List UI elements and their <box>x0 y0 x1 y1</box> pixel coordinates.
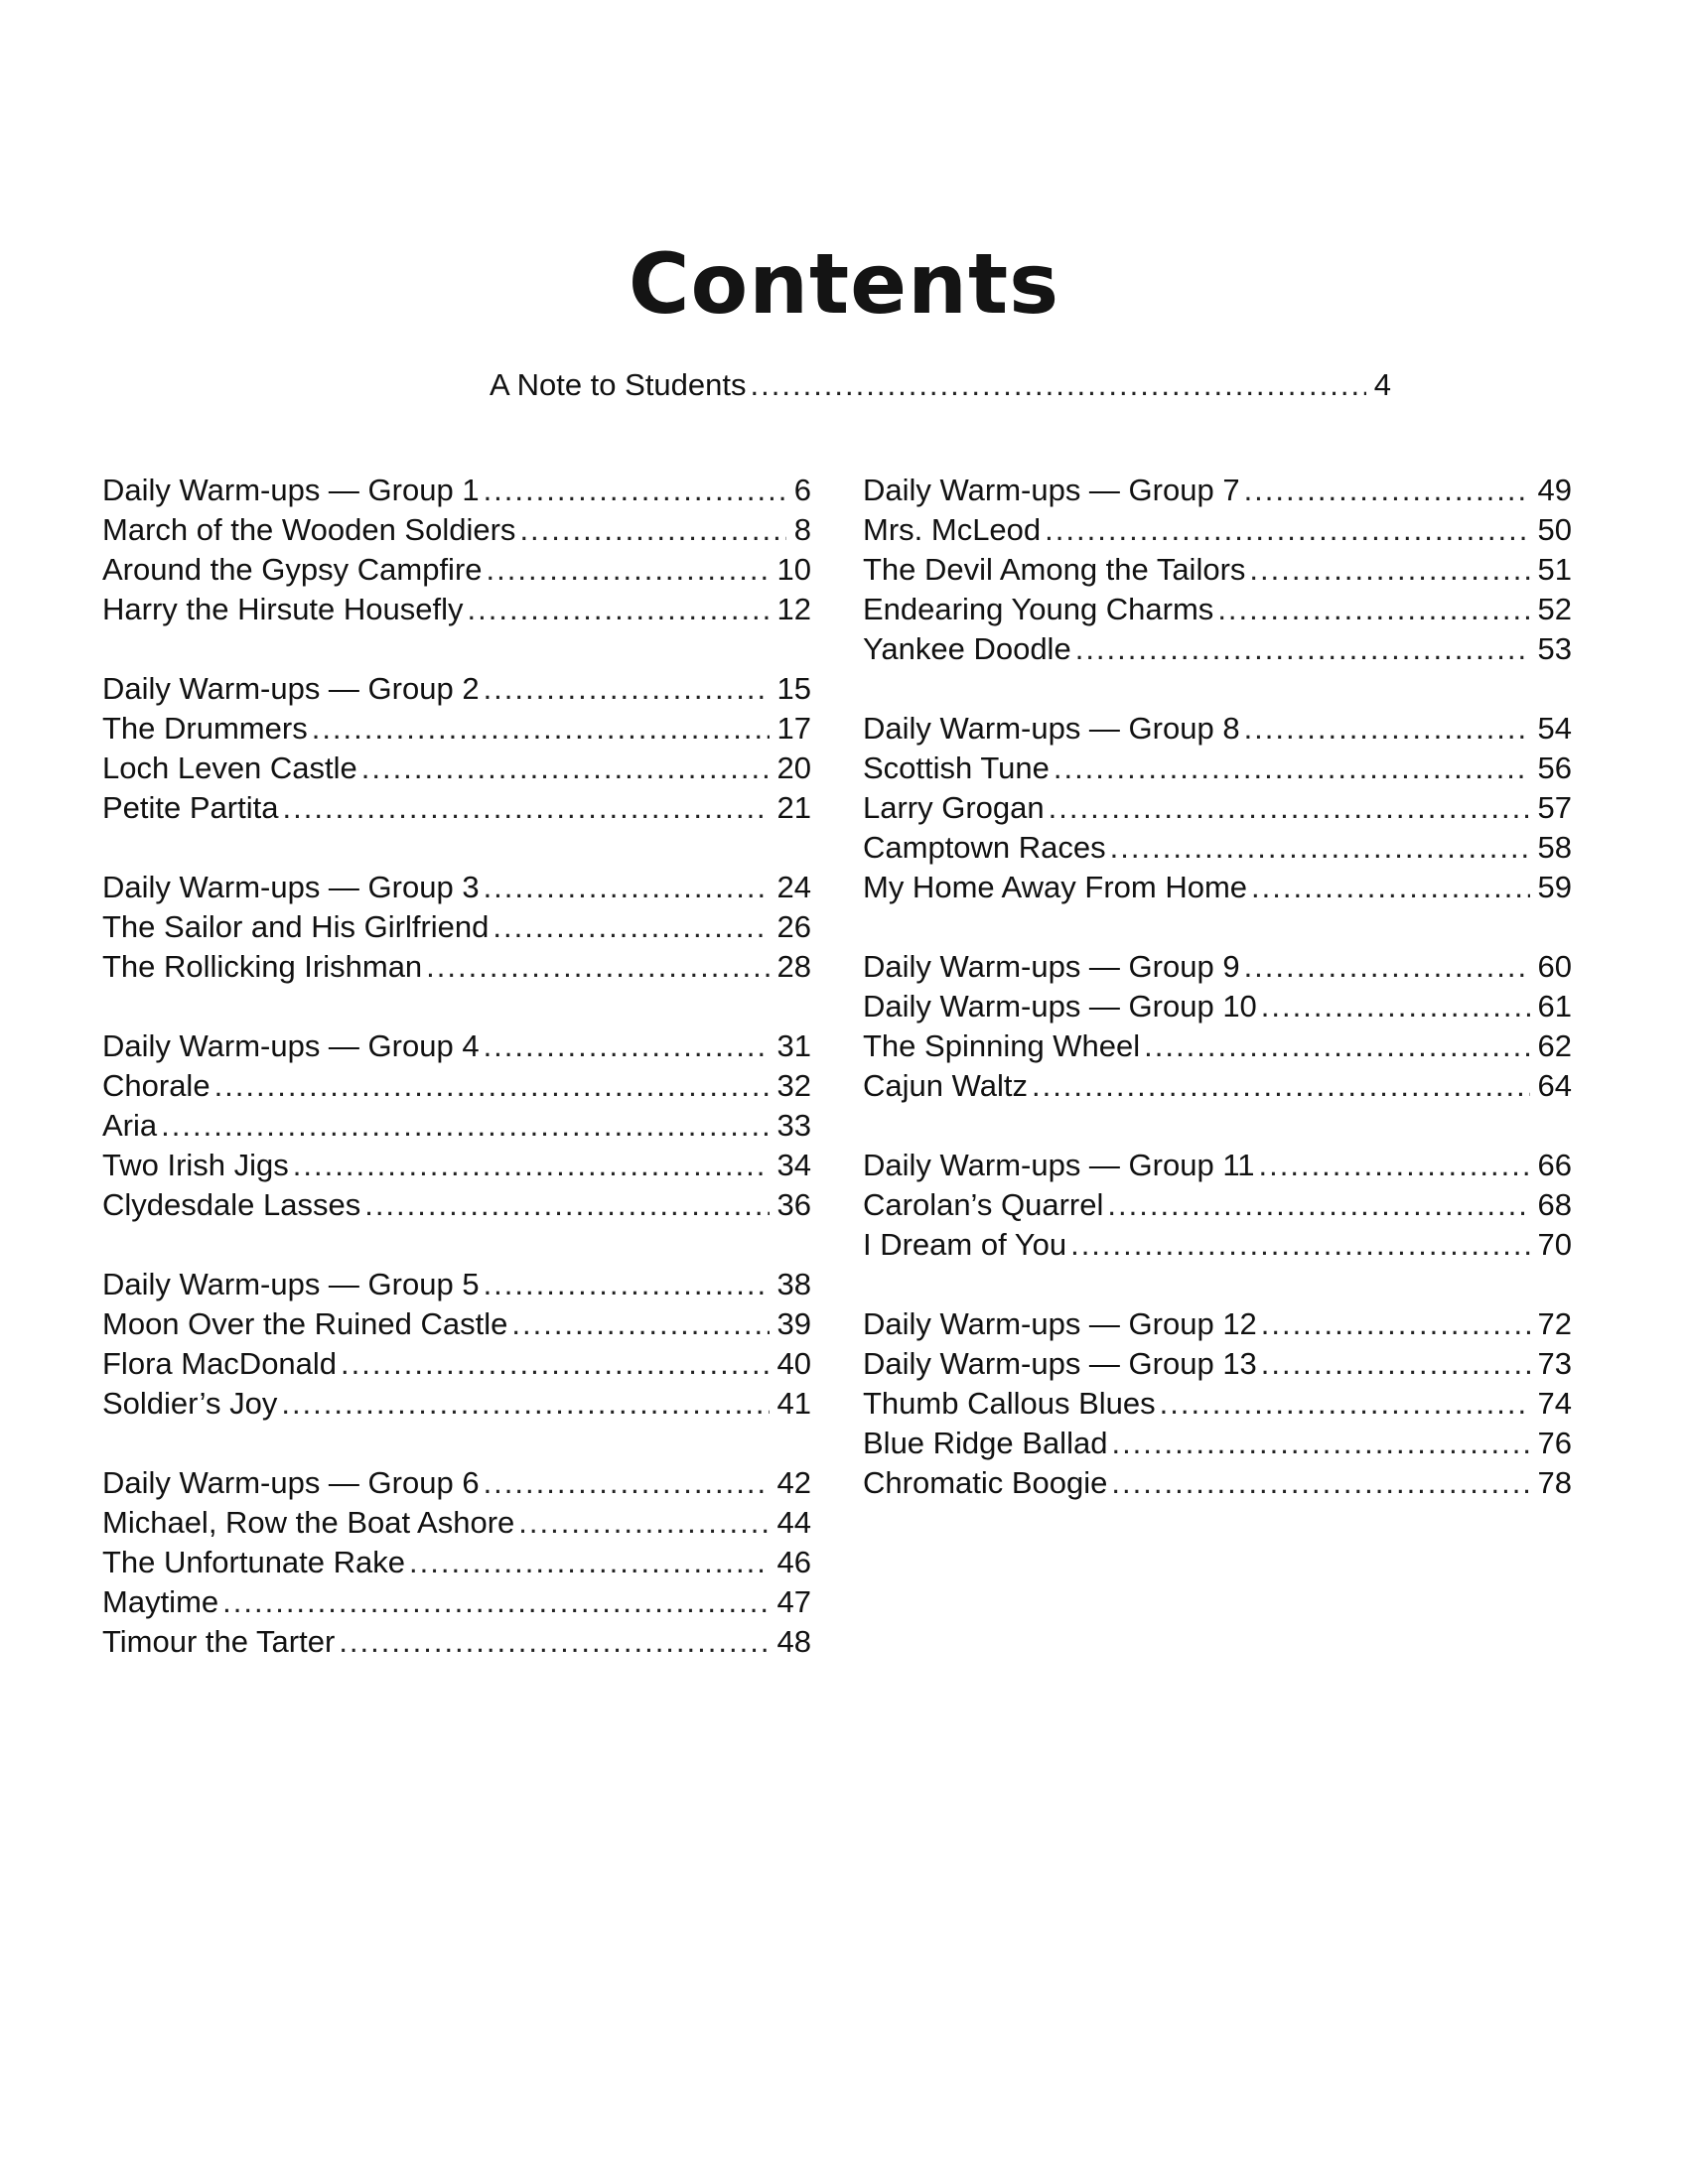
toc-entry[interactable] <box>102 1185 811 1225</box>
toc-entry-page: 8 <box>793 512 811 547</box>
toc-entry-page: 12 <box>776 592 811 626</box>
toc-entry-page: 59 <box>1537 870 1572 904</box>
toc-entry-title: The Devil Among the Tailors <box>863 552 1246 587</box>
toc-entry-page: 53 <box>1537 631 1572 666</box>
toc-entry[interactable] <box>102 1265 811 1304</box>
toc-entry-title: Around the Gypsy Campfire <box>102 552 483 587</box>
toc-entry-title: The Sailor and His Girlfriend <box>102 909 490 944</box>
toc-entry-page: 32 <box>776 1068 811 1103</box>
toc-entry-title: Daily Warm-ups — Group 7 <box>863 473 1240 507</box>
toc-entry[interactable] <box>863 987 1572 1026</box>
dot-leader <box>364 1185 769 1225</box>
toc-entry[interactable] <box>102 907 811 947</box>
toc-entry[interactable] <box>102 1106 811 1146</box>
toc-entry-title: Daily Warm-ups — Group 8 <box>863 711 1240 746</box>
toc-entry[interactable] <box>863 788 1572 828</box>
toc-entry[interactable] <box>102 788 811 828</box>
toc-entry-page: 57 <box>1537 790 1572 825</box>
toc-group <box>102 471 811 629</box>
toc-entry-page: 52 <box>1537 592 1572 626</box>
dot-leader <box>1244 709 1530 749</box>
toc-entry-page: 47 <box>776 1584 811 1619</box>
toc-entry-title: Timour the Tarter <box>102 1624 336 1659</box>
toc-entry-title: Soldier’s Joy <box>102 1386 278 1421</box>
toc-entry-title: Daily Warm-ups — Group 12 <box>863 1306 1257 1341</box>
toc-entry[interactable] <box>102 590 811 629</box>
toc-entry-title: Thumb Callous Blues <box>863 1386 1156 1421</box>
toc-entry-page: 42 <box>776 1465 811 1500</box>
toc-entry-page: 73 <box>1537 1346 1572 1381</box>
toc-entry-page: 54 <box>1537 711 1572 746</box>
toc-entry-page: 26 <box>776 909 811 944</box>
dot-leader <box>1217 590 1529 629</box>
toc-entry-title: Chromatic Boogie <box>863 1465 1108 1500</box>
dot-leader <box>487 550 770 590</box>
toc-entry-title: The Spinning Wheel <box>863 1028 1141 1063</box>
toc-entry-title: Yankee Doodle <box>863 631 1071 666</box>
toc-entry-title: The Unfortunate Rake <box>102 1545 406 1579</box>
toc-entry-title: Daily Warm-ups — Group 1 <box>102 473 480 507</box>
toc-entry[interactable] <box>102 1622 811 1662</box>
toc-entry[interactable] <box>863 510 1572 550</box>
toc-entry[interactable] <box>863 1026 1572 1066</box>
toc-entry-title: The Rollicking Irishman <box>102 949 423 984</box>
toc-entry[interactable] <box>102 1463 811 1503</box>
dot-leader <box>361 749 770 788</box>
toc-entry[interactable] <box>102 1582 811 1622</box>
toc-entry-title: Petite Partita <box>102 790 279 825</box>
toc-entry[interactable] <box>102 1384 811 1424</box>
toc-entry-page: 62 <box>1537 1028 1572 1063</box>
toc-entry-page: 6 <box>793 473 811 507</box>
toc-entry[interactable] <box>863 1146 1572 1185</box>
toc-entry-page: 51 <box>1537 552 1572 587</box>
page-title: Contents <box>628 235 1060 334</box>
toc-entry-title: Daily Warm-ups — Group 11 <box>863 1148 1255 1182</box>
toc-group <box>102 1026 811 1225</box>
toc-entry-page: 17 <box>776 711 811 746</box>
toc-group <box>102 1265 811 1424</box>
toc-entry-page: 78 <box>1537 1465 1572 1500</box>
toc-entry-title: Carolan’s Quarrel <box>863 1187 1104 1222</box>
toc-entry[interactable] <box>102 1304 811 1344</box>
dot-leader <box>281 1384 769 1424</box>
dot-leader <box>1244 947 1530 987</box>
toc-entry-page: 38 <box>776 1267 811 1301</box>
toc-entry-page: 31 <box>776 1028 811 1063</box>
toc-entry-title: Harry the Hirsute Housefly <box>102 592 464 626</box>
toc-entry-page: 10 <box>776 552 811 587</box>
toc-entry-title: Cajun Waltz <box>863 1068 1028 1103</box>
toc-entry[interactable] <box>863 828 1572 868</box>
toc-entry[interactable] <box>863 629 1572 669</box>
toc-entry-page: 56 <box>1537 751 1572 785</box>
dot-leader <box>1070 1225 1529 1265</box>
toc-entry-title: The Drummers <box>102 711 308 746</box>
toc-entry-page: 20 <box>776 751 811 785</box>
dot-leader <box>426 947 769 987</box>
dot-leader <box>1045 510 1529 550</box>
toc-entry[interactable] <box>863 471 1572 510</box>
dot-leader <box>1251 868 1530 907</box>
toc-entry-title: Clydesdale Lasses <box>102 1187 361 1222</box>
toc-entry-title: Camptown Races <box>863 830 1106 865</box>
toc-group <box>863 947 1572 1106</box>
dot-leader <box>409 1543 770 1582</box>
dot-leader <box>1049 788 1530 828</box>
toc-entry-title: Aria <box>102 1108 158 1143</box>
dot-leader <box>751 365 1366 405</box>
toc-entry-page: 50 <box>1537 512 1572 547</box>
dot-leader <box>1107 1185 1529 1225</box>
toc-group <box>102 669 811 828</box>
dot-leader <box>1111 1463 1529 1503</box>
dot-leader <box>468 590 770 629</box>
dot-leader <box>293 1146 770 1185</box>
dot-leader <box>1032 1066 1530 1106</box>
dot-leader <box>484 868 770 907</box>
toc-entry-page: 41 <box>776 1386 811 1421</box>
dot-leader <box>1261 1344 1530 1384</box>
toc-entry[interactable] <box>863 1066 1572 1106</box>
toc-entry-page: 68 <box>1537 1187 1572 1222</box>
toc-entry-page: 33 <box>776 1108 811 1143</box>
toc-group <box>863 1146 1572 1265</box>
dot-leader <box>1244 471 1530 510</box>
toc-entry-title: I Dream of You <box>863 1227 1067 1262</box>
toc-entry[interactable] <box>102 1066 811 1106</box>
toc-entry-page: 15 <box>776 671 811 706</box>
toc-entry-title: Daily Warm-ups — Group 4 <box>102 1028 480 1063</box>
dot-leader <box>484 1265 770 1304</box>
toc-entry-intro[interactable] <box>490 365 1391 405</box>
toc-entry-title: My Home Away From Home <box>863 870 1248 904</box>
toc-entry-page: 36 <box>776 1187 811 1222</box>
toc-entry-title: Daily Warm-ups — Group 9 <box>863 949 1240 984</box>
toc-entry-title: Blue Ridge Ballad <box>863 1426 1108 1460</box>
dot-leader <box>1054 749 1530 788</box>
toc-entry[interactable] <box>863 1304 1572 1344</box>
toc-entry-page: 74 <box>1537 1386 1572 1421</box>
toc-entry-page: 66 <box>1537 1148 1572 1182</box>
toc-entry-page: 76 <box>1537 1426 1572 1460</box>
dot-leader <box>1075 629 1530 669</box>
toc-entry-title: Moon Over the Ruined Castle <box>102 1306 508 1341</box>
toc-entry[interactable] <box>863 590 1572 629</box>
toc-entry-page: 70 <box>1537 1227 1572 1262</box>
toc-entry[interactable] <box>102 749 811 788</box>
toc-entry-page: 46 <box>776 1545 811 1579</box>
toc-entry[interactable] <box>102 510 811 550</box>
dot-leader <box>312 709 770 749</box>
toc-entry-title: Daily Warm-ups — Group 5 <box>102 1267 480 1301</box>
toc-entry[interactable] <box>863 709 1572 749</box>
dot-leader <box>1261 1304 1530 1344</box>
toc-entry-title: Endearing Young Charms <box>863 592 1214 626</box>
toc-entry[interactable] <box>863 1344 1572 1384</box>
toc-entry[interactable] <box>102 1146 811 1185</box>
dot-leader <box>519 510 785 550</box>
toc-entry-page: 72 <box>1537 1306 1572 1341</box>
toc-entry[interactable] <box>863 1384 1572 1424</box>
toc-entry[interactable] <box>863 749 1572 788</box>
toc-entry[interactable] <box>863 1185 1572 1225</box>
toc-entry-page: 48 <box>776 1624 811 1659</box>
toc-entry-title: Maytime <box>102 1584 219 1619</box>
toc-group <box>102 868 811 987</box>
dot-leader <box>222 1582 769 1622</box>
toc-entry[interactable] <box>863 550 1572 590</box>
toc-entry-title: Scottish Tune <box>863 751 1050 785</box>
toc-entry-title: Daily Warm-ups — Group 10 <box>863 989 1257 1024</box>
dot-leader <box>518 1503 769 1543</box>
toc-entry-page: 4 <box>1373 367 1391 402</box>
dot-leader <box>214 1066 770 1106</box>
toc-entry-page: 58 <box>1537 830 1572 865</box>
toc-entry-page: 44 <box>776 1505 811 1540</box>
toc-entry[interactable] <box>102 947 811 987</box>
dot-leader <box>1111 1424 1529 1463</box>
toc-entry-title: Flora MacDonald <box>102 1346 338 1381</box>
toc-right-column <box>863 471 1572 1543</box>
toc-entry-page: 24 <box>776 870 811 904</box>
dot-leader <box>341 1344 769 1384</box>
dot-leader <box>511 1304 769 1344</box>
toc-entry[interactable] <box>102 1503 811 1543</box>
dot-leader <box>484 1026 770 1066</box>
dot-leader <box>282 788 769 828</box>
dot-leader <box>1144 1026 1529 1066</box>
toc-entry-page: 34 <box>776 1148 811 1182</box>
toc-entry-title: Larry Grogan <box>863 790 1045 825</box>
toc-entry[interactable] <box>102 709 811 749</box>
toc-entry-title: March of the Wooden Soldiers <box>102 512 516 547</box>
toc-entry[interactable] <box>863 947 1572 987</box>
toc-entry-title: Daily Warm-ups — Group 6 <box>102 1465 480 1500</box>
dot-leader <box>484 1463 770 1503</box>
toc-group <box>102 1463 811 1662</box>
toc-entry-page: 40 <box>776 1346 811 1381</box>
toc-left-column <box>102 471 811 1702</box>
toc-entry-title: Two Irish Jigs <box>102 1148 289 1182</box>
dot-leader <box>161 1106 769 1146</box>
toc-entry[interactable] <box>102 1344 811 1384</box>
toc-entry-page: 39 <box>776 1306 811 1341</box>
toc-entry-title: Mrs. McLeod <box>863 512 1042 547</box>
dot-leader <box>1261 987 1530 1026</box>
toc-entry[interactable] <box>863 1463 1572 1503</box>
toc-entry-page: 28 <box>776 949 811 984</box>
toc-entry-page: 61 <box>1537 989 1572 1024</box>
dot-leader <box>1160 1384 1530 1424</box>
toc-entry[interactable] <box>102 669 811 709</box>
toc-entry[interactable] <box>863 1424 1572 1463</box>
toc-entry[interactable] <box>102 1543 811 1582</box>
toc-entry-title: Michael, Row the Boat Ashore <box>102 1505 515 1540</box>
toc-entry[interactable] <box>102 1026 811 1066</box>
toc-entry-title: Loch Leven Castle <box>102 751 357 785</box>
toc-entry[interactable] <box>102 868 811 907</box>
toc-entry-page: 60 <box>1537 949 1572 984</box>
toc-group <box>863 709 1572 907</box>
toc-entry[interactable] <box>863 868 1572 907</box>
toc-entry-title: Daily Warm-ups — Group 2 <box>102 671 480 706</box>
dot-leader <box>484 471 786 510</box>
toc-entry-title: A Note to Students <box>490 367 747 402</box>
dot-leader <box>1259 1146 1530 1185</box>
dot-leader <box>1110 828 1530 868</box>
toc-entry-page: 64 <box>1537 1068 1572 1103</box>
dot-leader <box>492 907 769 947</box>
dot-leader <box>484 669 770 709</box>
toc-entry-page: 49 <box>1537 473 1572 507</box>
toc-entry-page: 21 <box>776 790 811 825</box>
toc-entry[interactable] <box>102 550 811 590</box>
dot-leader <box>339 1622 769 1662</box>
toc-entry-title: Daily Warm-ups — Group 3 <box>102 870 480 904</box>
toc-entry[interactable] <box>863 1225 1572 1265</box>
toc-group <box>863 471 1572 669</box>
toc-group <box>863 1304 1572 1503</box>
dot-leader <box>1249 550 1529 590</box>
toc-entry[interactable] <box>102 471 811 510</box>
toc-entry-title: Daily Warm-ups — Group 13 <box>863 1346 1257 1381</box>
toc-entry-title: Chorale <box>102 1068 211 1103</box>
